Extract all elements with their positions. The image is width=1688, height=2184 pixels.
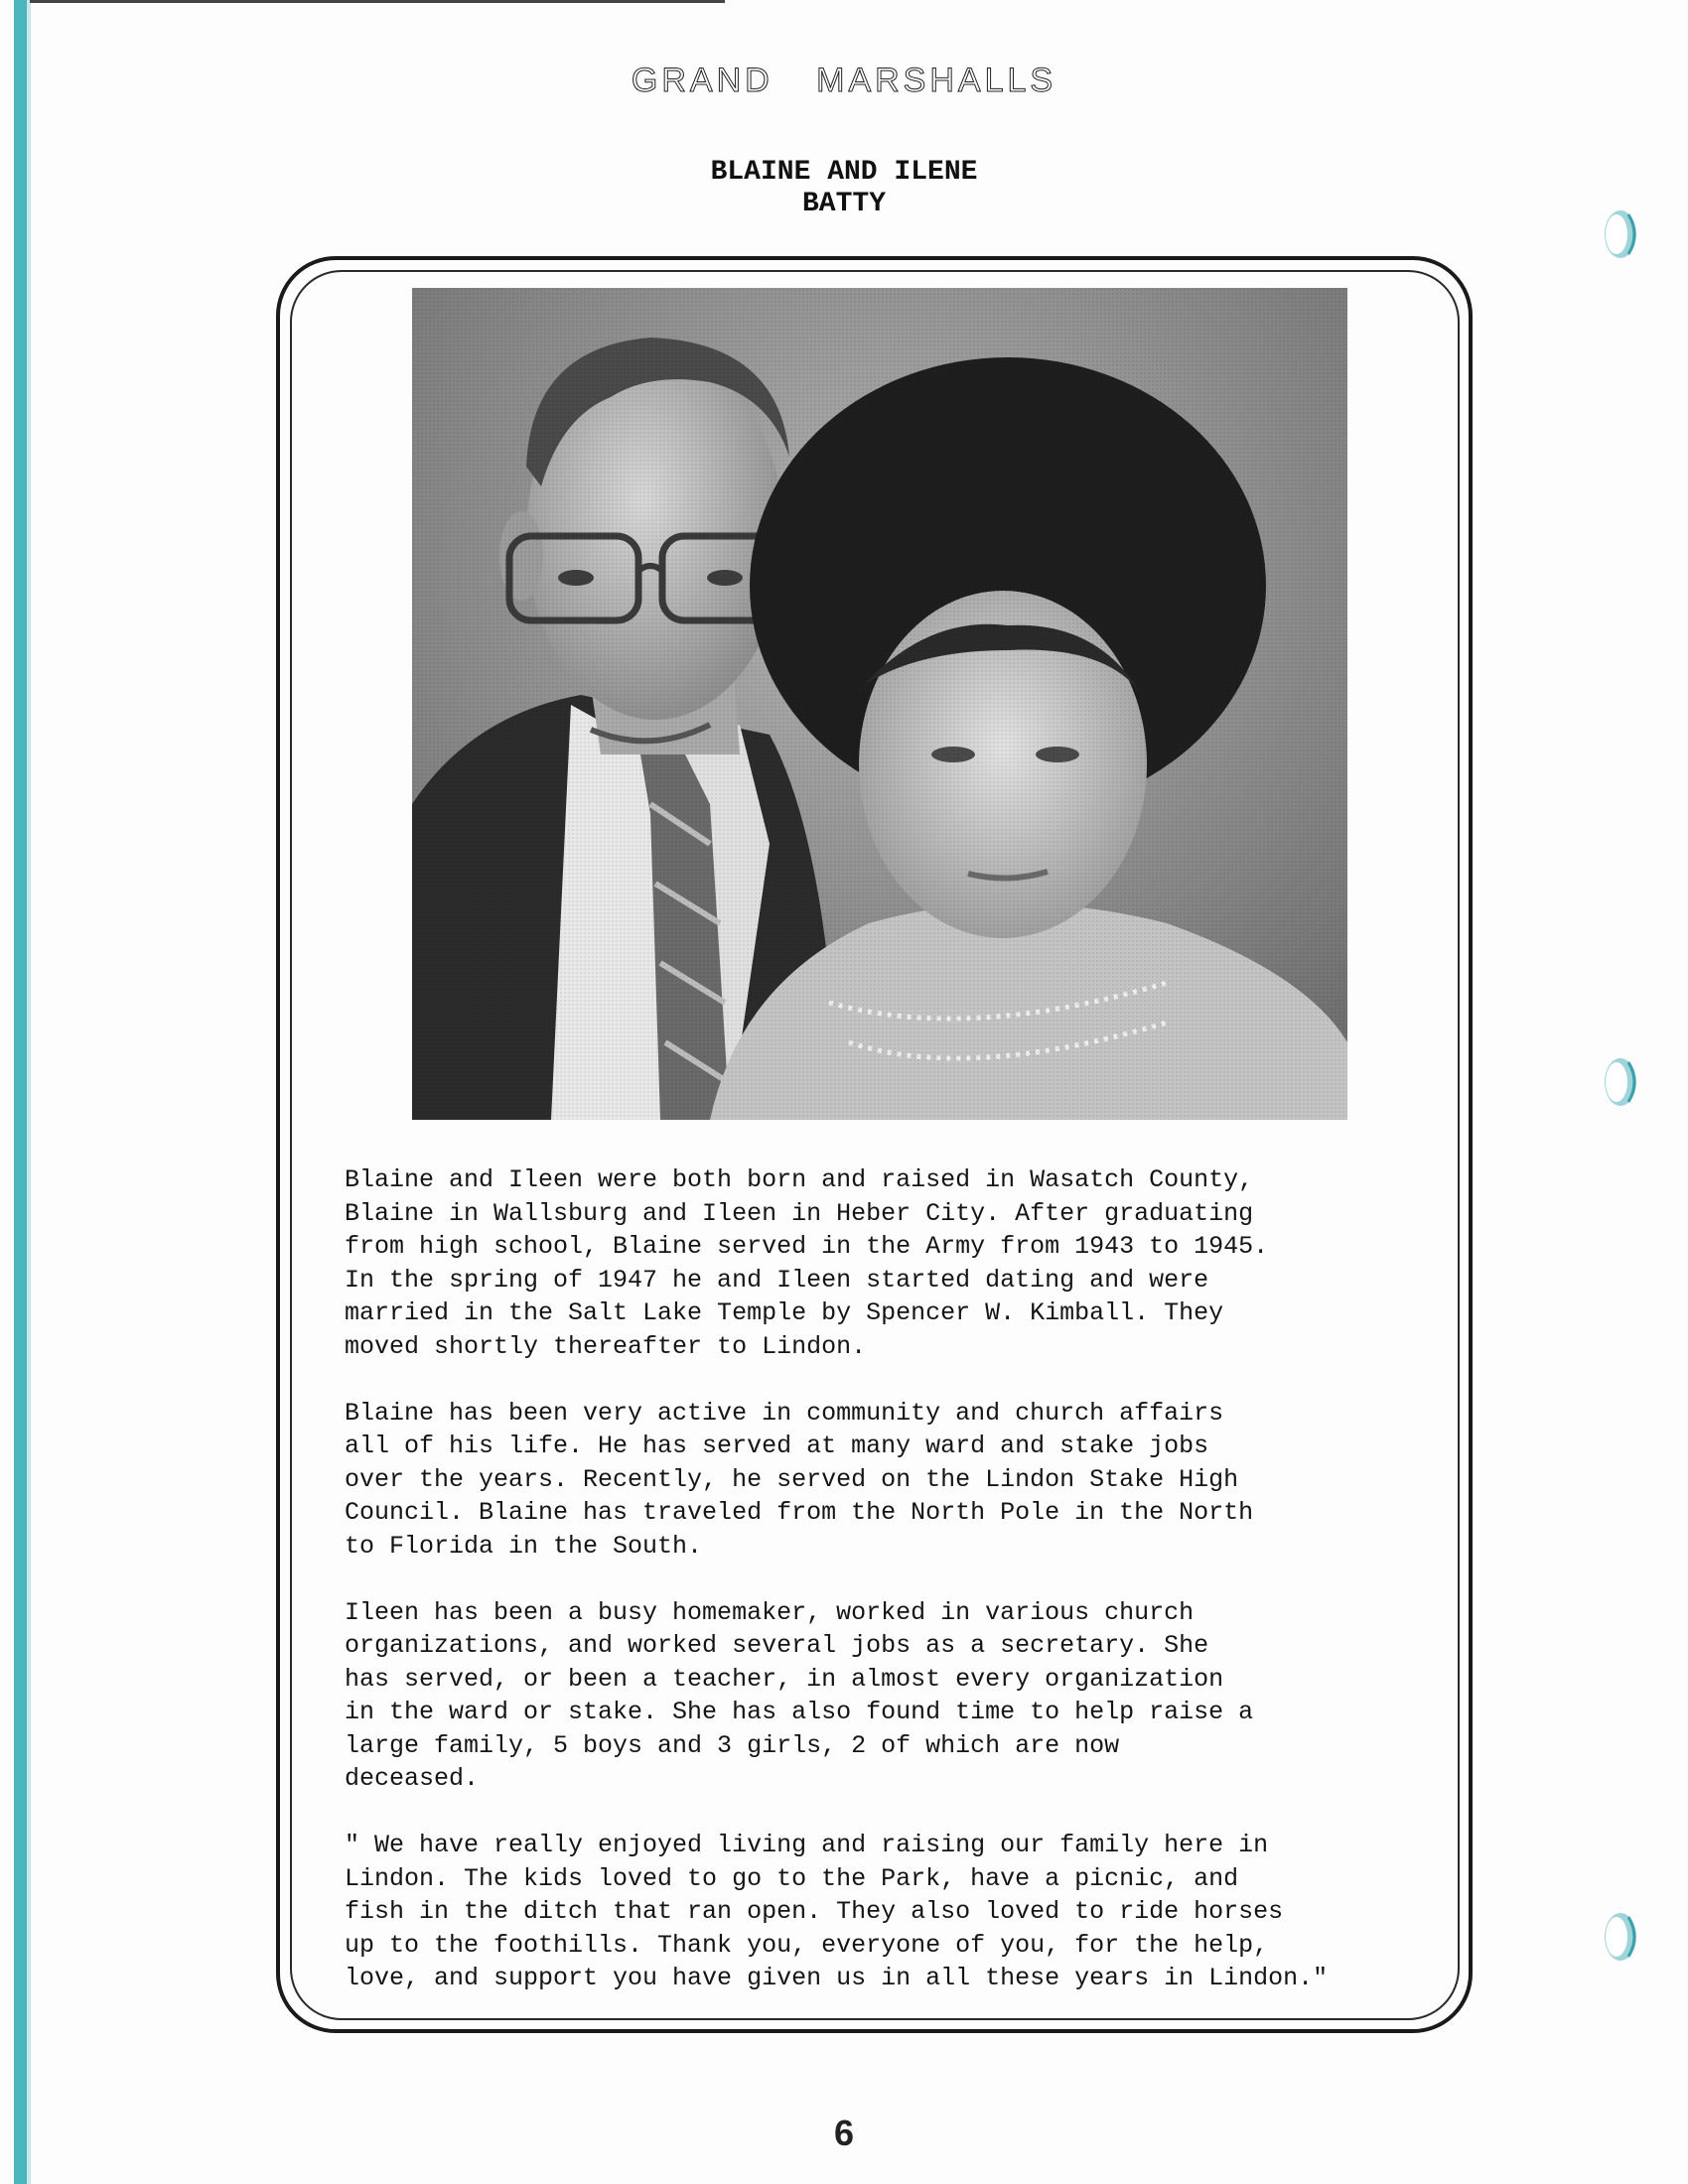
couple-portrait-photo <box>412 288 1347 1120</box>
binder-hole-icon <box>1599 1054 1638 1110</box>
honorees-heading <box>0 157 1688 220</box>
page-title-text: GRAND MARSHALLS <box>631 62 1057 99</box>
article-paragraph-quote: " We have really enjoyed living and raising our family here in Lindon. The kids loved to go to the Park, have a picnic, and fish in the ditch that ran open. They also loved to ride horses up to the foothills. Thank you, everyone of you, for the help, love, and support you have given us in all these years in Lindon." <box>345 1831 1329 1992</box>
honorees-names: BLAINE AND ILENE <box>710 157 978 188</box>
binder-hole-icon <box>1599 206 1638 262</box>
scan-top-shadow <box>30 0 725 3</box>
biography-article <box>345 1163 1407 2028</box>
honorees-surname: BATTY <box>801 189 886 219</box>
page-title <box>0 62 1688 100</box>
article-paragraph-blaine: Blaine has been very active in community and church affairs all of his life. He has served at many ward and stake jobs over the years. Recently, he served on the Lindon Stake High Council. Blaine has traveled from the North Pole in the North to Florida in the South. <box>345 1398 1254 1561</box>
page-number: 6 <box>833 2113 855 2153</box>
binding-edge <box>14 0 27 2184</box>
article-paragraph-ileen: Ileen has been a busy homemaker, worked in various church organizations, and worked several jobs as a secretary. She has served, or been a teacher, in almost every organization in the ward or stake. She has also found time to help raise a large family, 5 boys and 3 girls, 2 of which are now deceased. <box>345 1597 1254 1793</box>
binder-hole-icon <box>1599 1909 1638 1965</box>
article-paragraph-birth: Blaine and Ileen were both born and raised in Wasatch County, Blaine in Wallsburg and Ileen in Heber City. After graduating from high school, Blaine served in the Army from 1943 to 1945. In the spring of 1947 he and Ileen started dating and were married in the Salt Lake Temple by Spencer W. Kimball. They moved shortly thereafter to Lindon. <box>345 1165 1269 1361</box>
binding-edge-shadow <box>27 0 31 2184</box>
portrait-photo-icon <box>412 288 1347 1120</box>
